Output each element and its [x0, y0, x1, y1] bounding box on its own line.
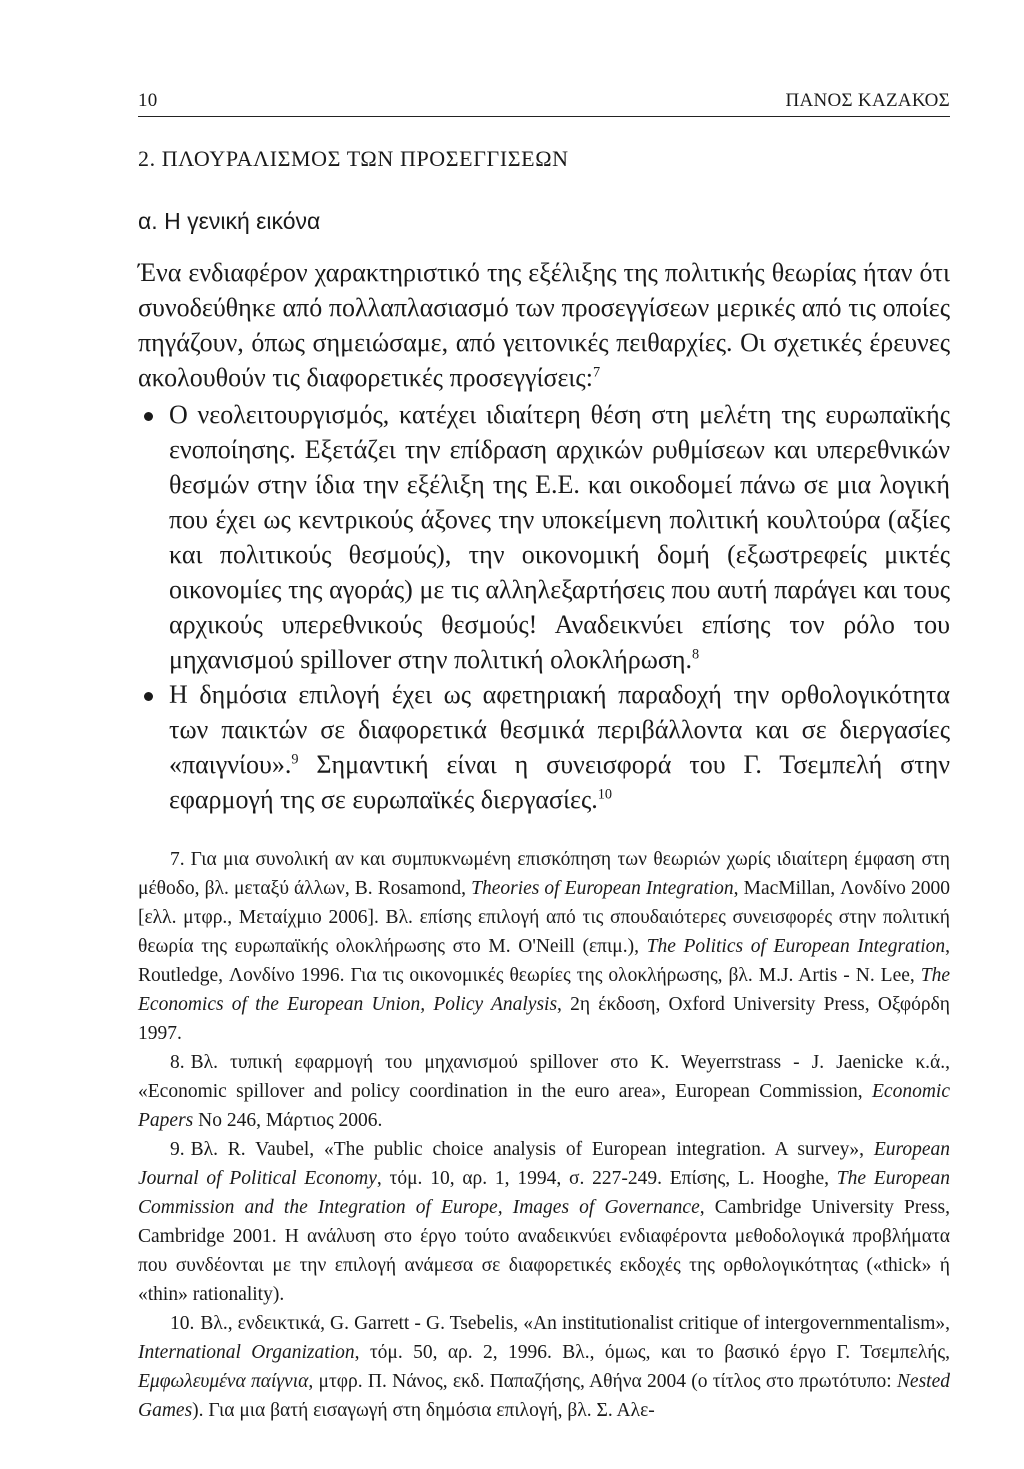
document-page — [138, 90, 950, 1425]
footnote-ref-10: 10 — [597, 786, 613, 803]
approaches-list — [138, 397, 950, 817]
footnote-ref-9: 9 — [291, 751, 299, 768]
list-item-text: Ο νεολειτουργισμός, κατέχει ιδιαίτερη θέση στη μελέτη της ευρωπαϊκής ενοποίησης. Εξετάζει την επίδραση αρχικών ρυθμίσεων και υπερεθνικών θεσμών στην ίδια την εξέλιξη της Ε.Ε. και οικοδομεί πάνω σε μια λογική που έχει ως κεντρικούς άξονες την υποκείμενη πολιτική κουλτούρα (αξίες και πολιτικούς θεσμούς), την οικονομική δομή (εξωστρεφείς μικτές οικονομίες της αγοράς) με τις αλληλεξαρτήσεις που αυτή παράγει και τους αρχικούς υπερεθνικούς θεσμούς! Αναδεικνύει επίσης τον ρόλο του μηχανισμού spillover στην πολιτική ολοκλήρωση. — [169, 400, 950, 674]
footnote-8 — [138, 1048, 950, 1135]
footnote-title: The Economics of the European Union, Policy Analysis — [138, 965, 950, 1015]
bullet-icon — [144, 412, 153, 421]
footnote-text: , 2η έκδοση, Oxford University Press, Οξφόρδη 1997. — [138, 994, 950, 1044]
footnote-title: European Journal of Political Economy — [138, 1139, 950, 1189]
footnotes — [138, 845, 950, 1425]
footnote-text: Για μια συνολική αν και συμπυκνωμένη επισκόπηση των θεωριών χωρίς ιδιαίτερη έμφαση στη μέθοδο, βλ. μεταξύ άλλων, B. Rosamond, — [138, 849, 950, 899]
footnote-title: International Organization — [138, 1342, 355, 1363]
footnote-9 — [138, 1135, 950, 1309]
footnote-text: No 246, Μάρτιος 2006. — [193, 1110, 383, 1131]
footnote-number: 10. — [170, 1313, 195, 1334]
footnote-text: Βλ. τυπική εφαρμογή του μηχανισμού spillover στο K. Weyerrstrass - J. Jaenicke κ.ά., «Economic spillover and policy coordination in the euro area», European Commission, — [138, 1052, 950, 1102]
footnote-number: 8. — [170, 1052, 185, 1073]
footnote-text: , τόμ. 10, αρ. 1, 1994, σ. 227-249. Επίσης, L. Hooghe, — [376, 1168, 837, 1189]
footnote-number: 9. — [170, 1139, 185, 1160]
footnote-ref-8: 8 — [691, 646, 700, 663]
footnote-text: ). Για μια βατή εισαγωγή στη δημόσια επιλογή, βλ. Σ. Αλε- — [192, 1400, 655, 1421]
footnote-ref-7: 7 — [592, 364, 601, 381]
footnote-10 — [138, 1309, 950, 1425]
footnote-text: , Cambridge University Press, Cambridge 2001. Η ανάλυση στο έργο τούτο αναδεικνύει ενδιαφέροντα μεθοδολογικά προβλήματα που συνδέονται με την επιλογή ανάμεσα σε διαφορετικές εκδοχές της ορθολογικότητας («thick» ή «thin» rationality). — [138, 1197, 951, 1305]
footnote-text: , μτφρ. Π. Νάνος, εκδ. Παπαζήσης, Αθήνα 2004 (ο τίτλος στο πρωτότυπο: — [308, 1371, 897, 1392]
footnote-title: Theories of European Integration — [471, 878, 734, 899]
footnote-text: , MacMillan, Λονδίνο 2000 [ελλ. μτφρ., Μεταίχμιο 2006]. Βλ. επίσης επιλογή από τις σπουδαιότερες συνεισφορές στην πολιτική θεωρία της ευρωπαϊκής ολοκλήρωσης στο M. O'Neill (επιμ.), — [138, 878, 950, 957]
bullet-icon — [144, 692, 153, 701]
footnote-title: The European Commission and the Integration of Europe, Images of Governance — [138, 1168, 950, 1218]
footnote-text: Βλ. R. Vaubel, «The public choice analysis of European integration. A survey», — [190, 1139, 874, 1160]
footnote-title: Nested Games — [138, 1371, 950, 1421]
footnote-number: 7. — [170, 849, 185, 870]
page-number: 10 — [138, 90, 158, 111]
list-item-tail: Σημαντική είναι η συνεισφορά του Γ. Τσεμπελή στην εφαρμογή της σε ευρωπαϊκές διεργασίες. — [169, 750, 950, 814]
list-item-neofunctionalism — [138, 397, 950, 677]
list-item-public-choice — [138, 677, 950, 817]
intro-text: Ένα ενδιαφέρον χαρακτηριστικό της εξέλιξης της πολιτικής θεωρίας ήταν ότι συνοδεύθηκε από πολλαπλασιασμό των προσεγγίσεων μερικές από τις οποίες πηγάζουν, όπως σημειώσαμε, από γειτονικές πειθαρχίες. Οι σχετικές έρευνες ακολουθούν τις διαφορετικές προσεγγίσεις: — [138, 258, 950, 392]
section-title: 2. ΠΛΟΥΡΑΛΙΣΜΟΣ ΤΩΝ ΠΡΟΣΕΓΓΙΣΕΩΝ — [138, 146, 569, 171]
body-text — [138, 255, 950, 817]
footnote-text: , Routledge, Λονδίνο 1996. Για τις οικονομικές θεωρίες της ολοκλήρωσης, βλ. M.J. Artis - N. Lee, — [138, 936, 950, 986]
footnote-text: Βλ., ενδεικτικά, G. Garrett - G. Tsebelis, «An institutionalist critique of intergovernmentalism», — [200, 1313, 950, 1334]
footnote-title: The Politics of European Integration — [646, 936, 946, 957]
footnote-text: , τόμ. 50, αρ. 2, 1996. Βλ., όμως, και το βασικό έργο Γ. Τσεμπελής, — [354, 1342, 950, 1363]
intro-paragraph — [138, 255, 950, 395]
list-item-text: Η δημόσια επιλογή έχει ως αφετηριακή παραδοχή την ορθολογικότητα των παικτών σε διαφορετικά θεσμικά περιβάλλοντα και σε διεργασίες «παιγνίου». — [169, 680, 950, 779]
footnote-7 — [138, 845, 950, 1048]
footnote-title: Economic Papers — [138, 1081, 950, 1131]
footnote-title: Εμφωλευμένα παίγνια — [138, 1371, 309, 1392]
subsection-title: α. Η γενική εικόνα — [138, 208, 321, 234]
running-header — [138, 90, 950, 117]
author-name: ΠΑΝΟΣ ΚΑΖΑΚΟΣ — [785, 90, 950, 111]
